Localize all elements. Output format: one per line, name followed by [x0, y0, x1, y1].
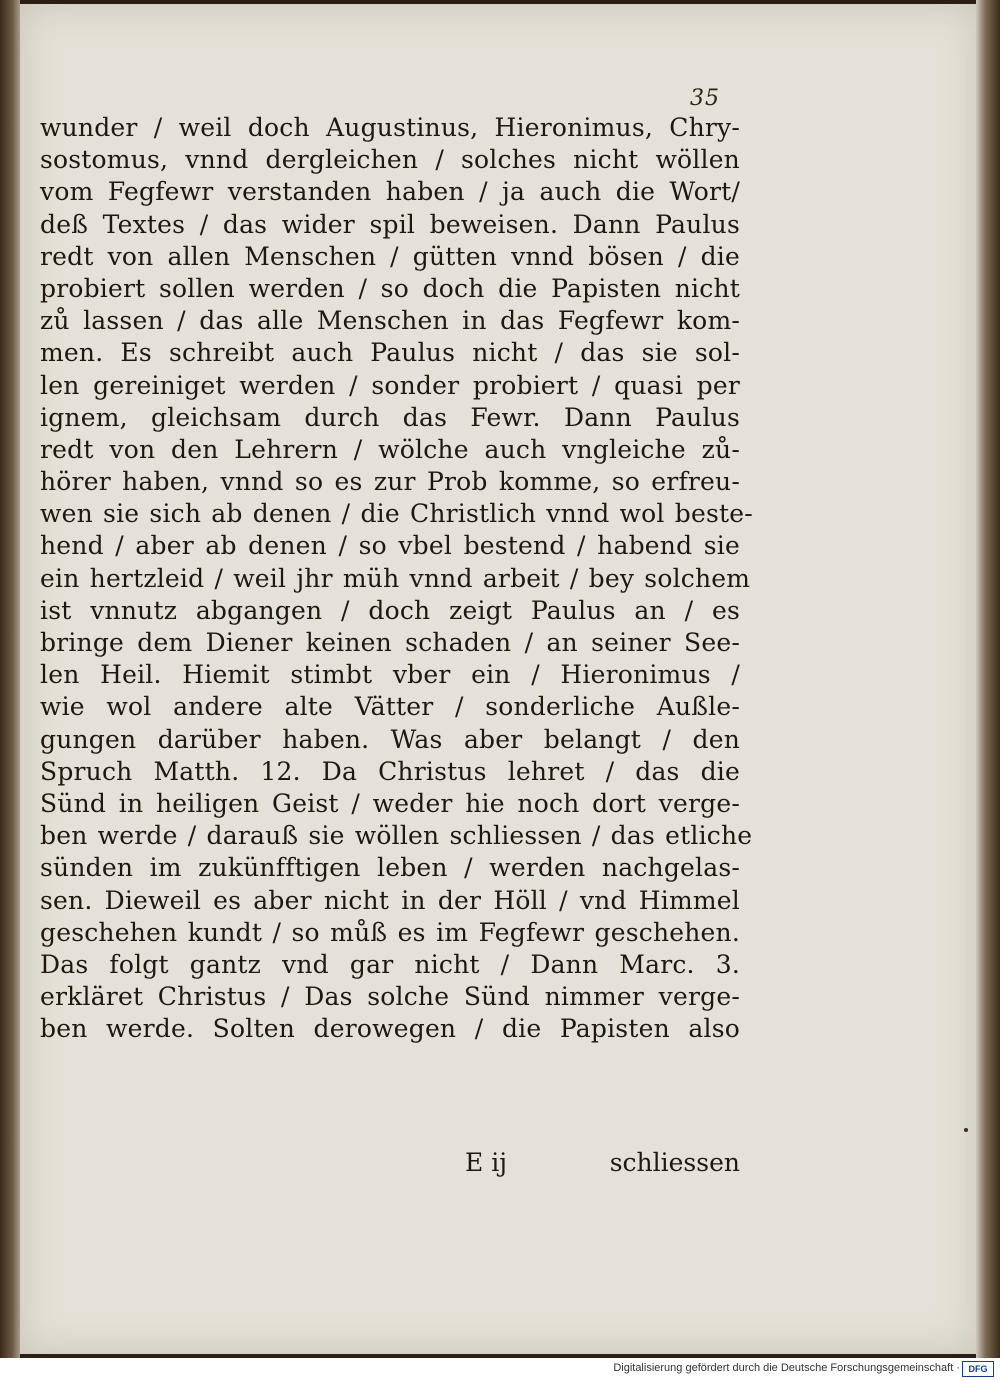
- text-line: len Heil. Hiemit stimbt vber ein / Hieronimus /: [40, 660, 740, 690]
- text-line: sostomus, vnnd dergleichen / solches nicht wöllen: [40, 145, 740, 175]
- text-line: geschehen kundt / so můß es im Fegfewr geschehen.: [40, 917, 740, 947]
- signature-line: [465, 1148, 740, 1177]
- text-line: Spruch Matth. 12. Da Christus lehret / das die: [40, 756, 740, 786]
- text-line: hörer haben, vnnd so es zur Prob komme, so erfreu-: [40, 467, 740, 497]
- text-line: gungen darüber haben. Was aber belangt / den: [40, 724, 740, 754]
- text-line: zů lassen / das alle Menschen in das Fegfewr kom-: [40, 306, 740, 336]
- text-line: ben werde. Solten derowegen / die Papisten also: [40, 1014, 740, 1044]
- page-edge: [976, 0, 1000, 1358]
- text-line: bringe dem Diener keinen schaden / an seiner See-: [40, 628, 740, 657]
- signature-mark: E ij: [465, 1148, 507, 1177]
- text-line: sen. Dieweil es aber nicht in der Höll / vnd Himmel: [40, 885, 740, 915]
- text-line: Das folgt gantz vnd gar nicht / Dann Marc. 3.: [40, 949, 740, 979]
- page-number: 35: [690, 86, 720, 111]
- text-line: wie wol andere alte Vätter / sonderliche Außle-: [40, 692, 740, 722]
- text-line: ben werde / darauß sie wöllen schliessen / das etliche: [40, 821, 753, 851]
- binding-edge: [0, 0, 20, 1358]
- text-line: redt von allen Menschen / gütten vnnd bösen / die: [40, 241, 740, 271]
- dfg-logo-icon: DFG: [962, 1361, 994, 1377]
- text-line: len gereiniget werden / sonder probiert / quasi per: [40, 370, 740, 400]
- text-line: sünden im zukünfftigen leben / werden nachgelas-: [40, 853, 740, 883]
- page-speck: [964, 1128, 968, 1132]
- catchword: schliessen: [609, 1148, 740, 1177]
- text-line: deß Textes / das wider spil beweisen. Dann Paulus: [40, 209, 740, 239]
- text-line: ein hertzleid / weil jhr müh vnnd arbeit / bey solchem: [40, 563, 751, 593]
- text-line: probiert sollen werden / so doch die Papisten nicht: [40, 273, 740, 303]
- text-line: ignem, gleichsam durch das Fewr. Dann Paulus: [40, 402, 740, 432]
- text-line: erkläret Christus / Das solche Sünd nimmer verge-: [40, 982, 740, 1012]
- text-line: vom Fegfewr verstanden haben / ja auch die Wort/: [40, 177, 740, 207]
- text-line: wen sie sich ab denen / die Christlich vnnd wol beste-: [40, 499, 753, 529]
- footer-credit: Digitalisierung gefördert durch die Deutsche Forschungsgemeinschaft ·: [613, 1362, 960, 1374]
- text-line: wunder / weil doch Augustinus, Hieronimus, Chry-: [40, 113, 740, 142]
- text-line: redt von den Lehrern / wölche auch vngleiche zů-: [40, 434, 740, 464]
- body-text: [40, 112, 753, 1045]
- text-line: Sünd in heiligen Geist / weder hie noch dort verge-: [40, 788, 740, 818]
- text-line: men. Es schreibt auch Paulus nicht / das sie sol-: [40, 338, 740, 368]
- footer-bar: [0, 1358, 1000, 1380]
- text-line: hend / aber ab denen / so vbel bestend / habend sie: [40, 531, 740, 561]
- text-line: ist vnnutz abgangen / doch zeigt Paulus an / es: [40, 595, 740, 625]
